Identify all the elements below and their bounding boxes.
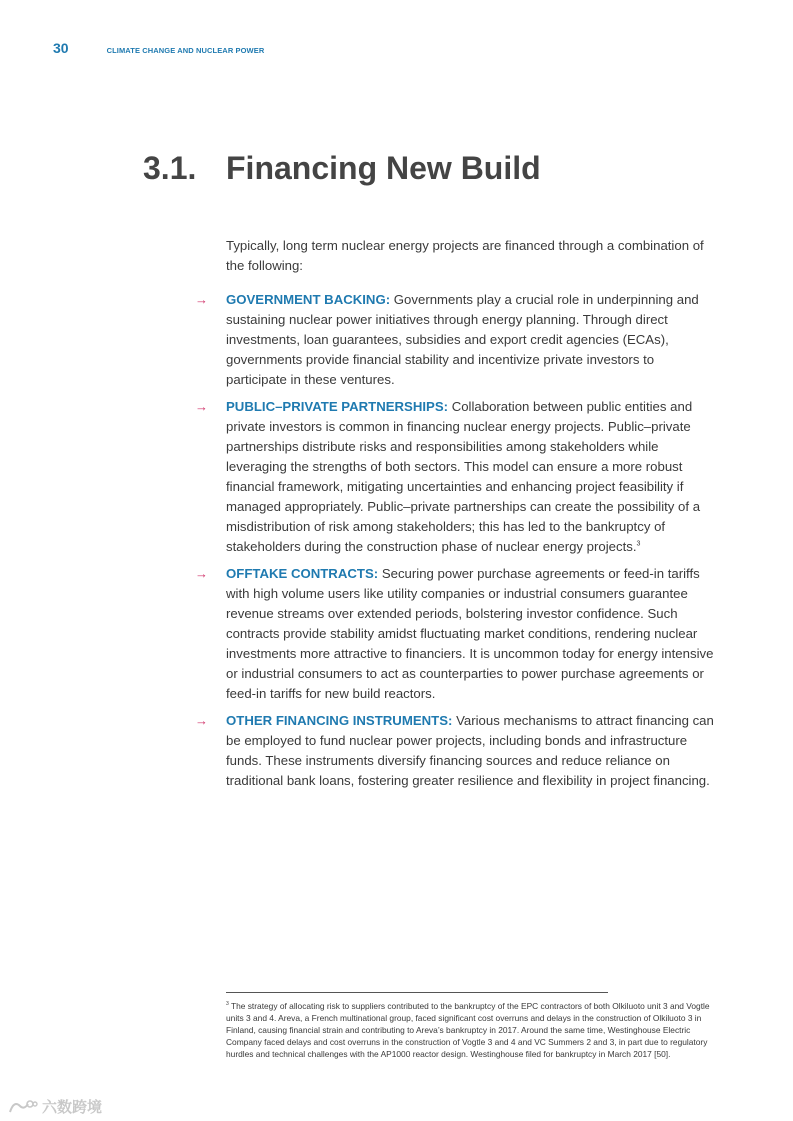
arrow-right-icon: → <box>195 399 208 414</box>
bullet-term: GOVERNMENT BACKING: <box>226 292 391 307</box>
list-item <box>195 397 718 557</box>
section-heading: Financing New Build <box>226 150 541 186</box>
list-item <box>195 290 718 390</box>
page-number: 30 <box>53 40 69 56</box>
section-title <box>143 150 541 187</box>
bullet-text: Collaboration between public entities and private investors is common in financing nuclear energy projects. Public–private partnerships distribute risks and responsibilities among stakeholders while leveraging the strengths of both sectors. This model can ensure a more robust financial framework, mitigating uncertainties and enhancing project feasibility if managed appropriately. Public–private partnerships can create the possibility of a misdistribution of risk among stakeholders; this has led to the bankruptcy of stakeholders during the construction phase of nuclear energy projects. <box>226 399 701 554</box>
footnote-marker: 3 <box>226 1001 229 1008</box>
footnote-text: The strategy of allocating risk to suppliers contributed to the bankruptcy of the EPC contractors of both Olkiluoto unit 3 and Vogtle units 3 and 4. Areva, a French multinational group, faced significant cost overruns and delays in the construction of Olkiluoto 3 in Finland, causing financial strain and contributing to Areva’s bankruptcy in 2017. Around the same time, Westinghouse Electric Company faced delays and cost overruns in the construction of Vogtle 3 and 4 and VC Summers 2 and 3, in part due to regulatory hurdles and technical challenges with the AP1000 reactor design. Westinghouse filed for bankruptcy in March 2017 [50]. <box>226 1001 710 1059</box>
list-item <box>195 564 718 704</box>
watermark <box>8 1096 102 1117</box>
financing-list <box>195 290 718 798</box>
watermark-text: 六数跨境 <box>42 1099 103 1116</box>
footnote <box>226 1000 718 1060</box>
arrow-right-icon: → <box>195 566 208 581</box>
watermark-logo-icon <box>8 1098 38 1116</box>
footnote-reference[interactable]: 3 <box>636 540 641 548</box>
bullet-term: PUBLIC–PRIVATE PARTNERSHIPS: <box>226 399 449 414</box>
bullet-term: OFFTAKE CONTRACTS: <box>226 566 379 581</box>
arrow-right-icon: → <box>195 292 208 307</box>
arrow-right-icon: → <box>195 713 208 728</box>
bullet-term: OTHER FINANCING INSTRUMENTS: <box>226 713 453 728</box>
page-header <box>53 40 264 56</box>
section-number: 3.1. <box>143 150 197 186</box>
list-item <box>195 711 718 791</box>
bullet-text: Governments play a crucial role in underpinning and sustaining nuclear power initiatives through energy planning. Through direct investments, loan guarantees, subsidies and export credit agencies (ECAs), governments provide financial stability and incentivize private investors to participate in these ventures. <box>226 292 699 387</box>
footnote-divider <box>226 992 608 993</box>
intro-paragraph: Typically, long term nuclear energy projects are financed through a combination of the following: <box>226 238 704 273</box>
bullet-text: Various mechanisms to attract financing can be employed to fund nuclear power projects, including bonds and infrastructure funds. These instruments diversify financing sources and reduce reliance on traditional bank loans, fostering greater resilience and flexibility in project financing. <box>226 713 714 788</box>
running-title: CLIMATE CHANGE AND NUCLEAR POWER <box>106 46 265 55</box>
bullet-text: Securing power purchase agreements or feed-in tariffs with high volume users like utility companies or industrial consumers guarantee revenue streams over extended periods, bolstering investor confidence. Such contracts provide stability amidst fluctuating market conditions, rendering nuclear investments more attractive to financiers. It is uncommon today for energy intensive or industrial consumers to act as counterparties to power purchase agreements or feed-in tariffs for new build reactors. <box>226 566 714 701</box>
